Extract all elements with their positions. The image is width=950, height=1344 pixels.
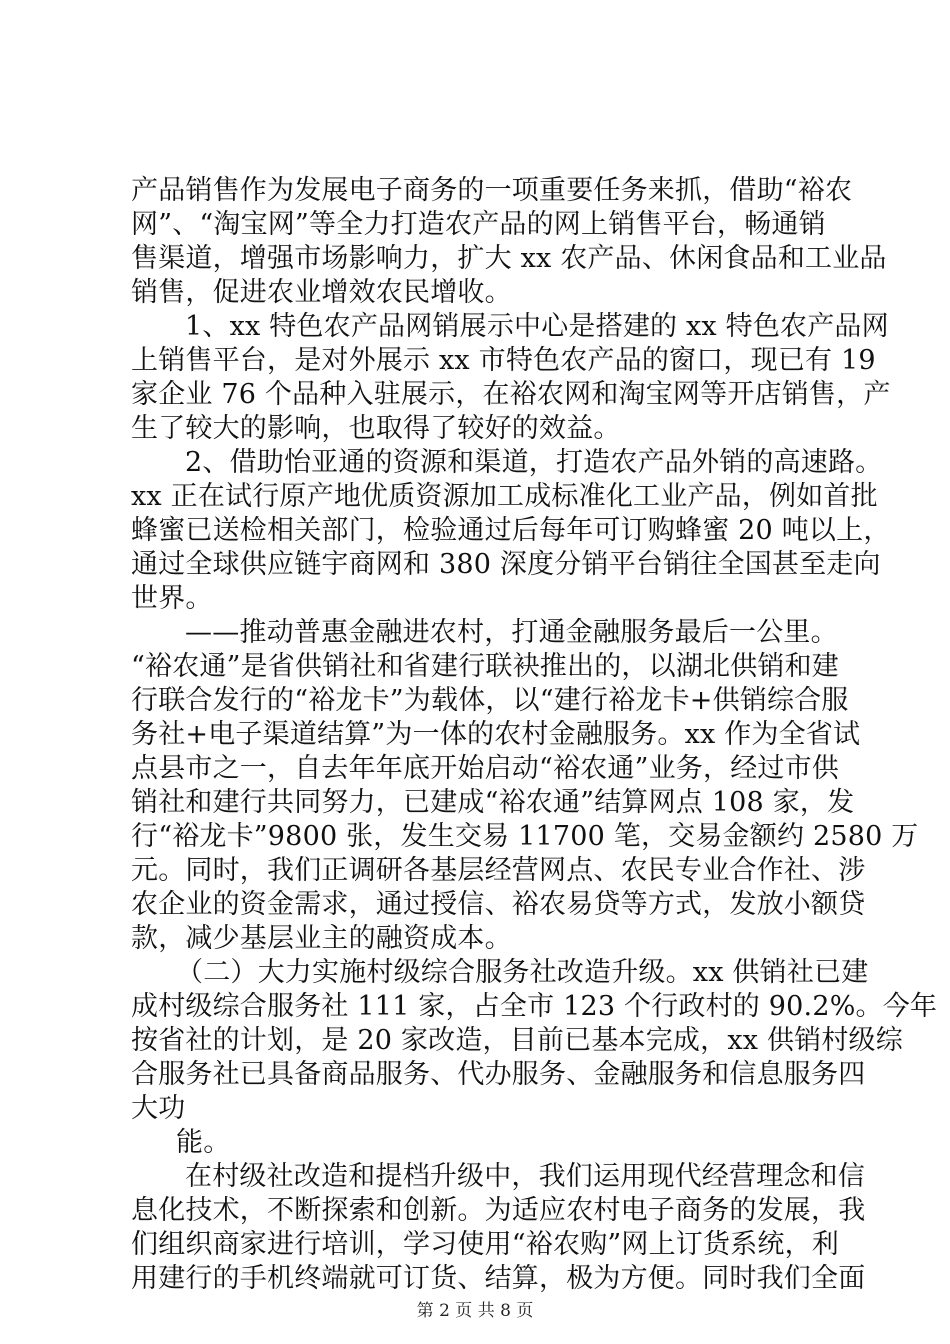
text-line: 成村级综合服务社 111 家，占全市 123 个行政村的 90.2%。今年 <box>131 991 938 1022</box>
text-line: 能。 <box>176 1127 231 1158</box>
text-line: 行联合发行的“裕龙卡”为载体，以“建行裕龙卡+供销综合服 <box>131 685 849 716</box>
text-line: ——推动普惠金融进农村，打通金融服务最后一公里。 <box>185 617 838 648</box>
text-line: 1、xx 特色农产品网销展示中心是搭建的 xx 特色农产品网 <box>185 311 889 342</box>
text-line: 元。同时，我们正调研各基层经营网点、农民专业合作社、涉 <box>131 855 866 886</box>
text-line: 在村级社改造和提档升级中，我们运用现代经营理念和信 <box>185 1161 865 1192</box>
text-line: “裕农通”是省供销社和省建行联袂推出的，以湖北供销和建 <box>131 651 840 682</box>
text-line: 2、借助怡亚通的资源和渠道，打造农产品外销的高速路。 <box>185 447 883 478</box>
text-line: 合服务社已具备商品服务、代办服务、金融服务和信息服务四 <box>131 1059 866 1090</box>
text-line: 用建行的手机终端就可订货、结算，极为方便。同时我们全面 <box>131 1263 866 1294</box>
text-line: 通过全球供应链宇商网和 380 深度分销平台销往全国甚至走向 <box>131 549 881 580</box>
text-line: 们组织商家进行培训，学习使用“裕农购”网上订货系统，利 <box>131 1229 840 1260</box>
text-line: 家企业 76 个品种入驻展示，在裕农网和淘宝网等开店销售，产 <box>131 379 891 410</box>
text-line: 生了较大的影响，也取得了较好的效益。 <box>131 413 621 444</box>
text-line: xx 正在试行原产地优质资源加工成标准化工业产品，例如首批 <box>131 481 878 512</box>
text-line: 蜂蜜已送检相关部门，检验通过后每年可订购蜂蜜 20 吨以上， <box>131 515 891 546</box>
text-line: 销社和建行共同努力，已建成“裕农通”结算网点 108 家，发 <box>131 787 855 818</box>
text-line: 行“裕龙卡”9800 张，发生交易 11700 笔，交易金额约 2580 万 <box>131 821 919 852</box>
text-line: 世界。 <box>131 583 213 614</box>
text-line: 网”、“淘宝网”等全力打造农产品的网上销售平台，畅通销 <box>131 209 826 240</box>
text-line: 按省社的计划，是 20 家改造，目前已基本完成，xx 供销村级综 <box>131 1025 903 1056</box>
page-number-footer: 第 2 页 共 8 页 <box>416 1301 534 1321</box>
text-line: 上销售平台，是对外展示 xx 市特色农产品的窗口，现已有 19 <box>131 345 876 376</box>
text-line: 务社+电子渠道结算”为一体的农村金融服务。xx 作为全省试 <box>131 719 861 750</box>
text-line: 销售，促进农业增效农民增收。 <box>131 277 512 308</box>
text-line: 息化技术，不断探索和创新。为适应农村电子商务的发展，我 <box>131 1195 866 1226</box>
text-line: 大功 <box>131 1093 186 1124</box>
text-line: （二）大力实施村级综合服务社改造升级。xx 供销社已建 <box>176 957 869 988</box>
text-line: 产品销售作为发展电子商务的一项重要任务来抓，借助“裕农 <box>131 175 853 206</box>
text-line: 农企业的资金需求，通过授信、裕农易贷等方式，发放小额贷 <box>131 889 866 920</box>
text-line: 款，减少基层业主的融资成本。 <box>131 923 512 954</box>
text-line: 点县市之一，自去年年底开始启动“裕农通”业务，经过市供 <box>131 753 840 784</box>
text-line: 售渠道，增强市场影响力，扩大 xx 农产品、休闲食品和工业品 <box>131 243 887 274</box>
